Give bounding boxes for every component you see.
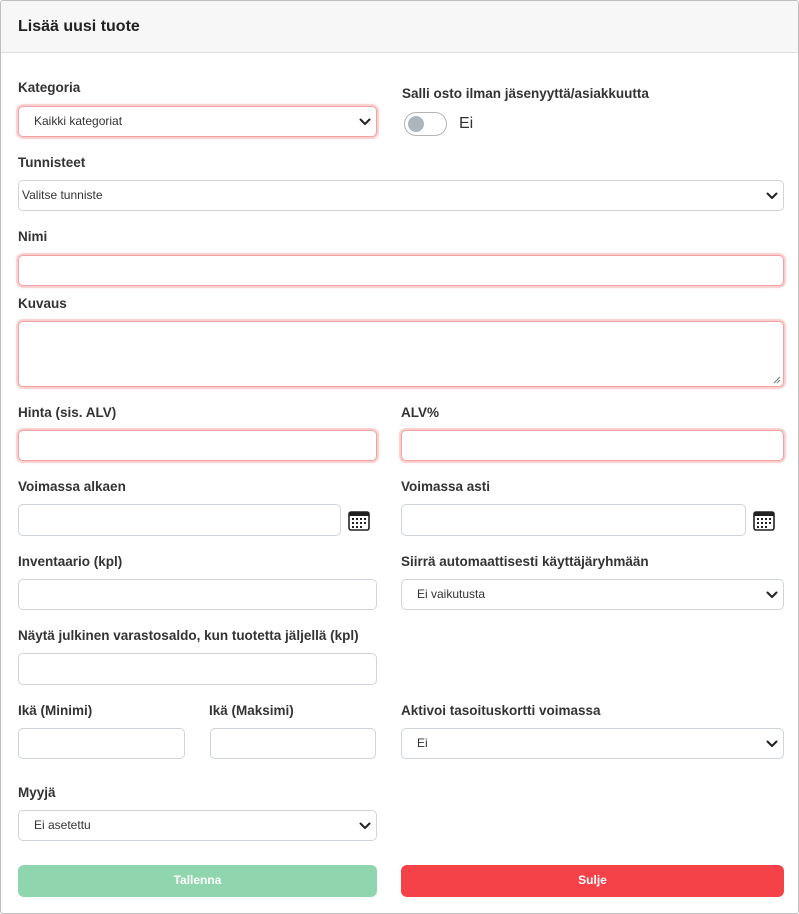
- save-button[interactable]: Tallenna: [18, 865, 377, 897]
- vat-input[interactable]: [401, 430, 784, 461]
- price-label: Hinta (sis. ALV): [18, 405, 117, 420]
- valid-to-label: Voimassa asti: [401, 479, 491, 494]
- description-textarea[interactable]: [18, 321, 784, 387]
- valid-from-label: Voimassa alkaen: [18, 479, 126, 494]
- toggle-knob: [408, 116, 424, 132]
- allow-purchase-toggle[interactable]: [404, 112, 447, 136]
- name-label: Nimi: [18, 229, 48, 244]
- leveling-card-label: Aktivoi tasoituskortti voimassa: [401, 703, 601, 718]
- auto-group-label: Siirrä automaattisesti käyttäjäryhmään: [401, 554, 649, 569]
- calendar-icon[interactable]: [348, 510, 370, 531]
- chevron-down-icon: [766, 591, 778, 599]
- tags-select-value: Valitse tunniste: [22, 188, 103, 202]
- close-button[interactable]: Sulje: [401, 865, 784, 897]
- chevron-down-icon: [766, 740, 778, 748]
- seller-select[interactable]: [18, 810, 377, 841]
- tags-label: Tunnisteet: [18, 155, 86, 170]
- category-label: Kategoria: [18, 80, 81, 95]
- public-stock-input[interactable]: [18, 653, 377, 685]
- category-select[interactable]: [18, 106, 377, 137]
- auto-group-select[interactable]: [401, 579, 784, 610]
- calendar-icon[interactable]: [753, 510, 775, 531]
- public-stock-label: Näytä julkinen varastosaldo, kun tuotetta jäljellä (kpl): [18, 628, 359, 643]
- description-label: Kuvaus: [18, 296, 67, 311]
- chevron-down-icon: [766, 192, 778, 200]
- valid-from-input[interactable]: [18, 504, 341, 536]
- vat-label: ALV%: [401, 405, 440, 420]
- seller-label: Myyjä: [18, 785, 56, 800]
- age-max-input[interactable]: [210, 728, 376, 759]
- inventory-input[interactable]: [18, 579, 377, 610]
- tags-select[interactable]: [18, 180, 784, 211]
- allow-purchase-state: Ei: [459, 115, 474, 132]
- age-min-label: Ikä (Minimi): [18, 703, 93, 718]
- category-select-value: Kaikki kategoriat: [34, 114, 123, 128]
- inventory-label: Inventaario (kpl): [18, 554, 123, 569]
- resize-grip-icon[interactable]: [773, 376, 781, 384]
- modal-title: Lisää uusi tuote: [18, 18, 140, 35]
- name-input[interactable]: [18, 255, 784, 286]
- leveling-card-select-value: Ei: [417, 736, 428, 750]
- chevron-down-icon: [359, 118, 371, 126]
- modal-header: [1, 1, 799, 53]
- allow-purchase-label: Salli osto ilman jäsenyyttä/asiakkuutta: [402, 86, 649, 101]
- age-max-label: Ikä (Maksimi): [209, 703, 294, 718]
- valid-to-input[interactable]: [401, 504, 746, 536]
- price-input[interactable]: [18, 430, 377, 461]
- seller-select-value: Ei asetettu: [34, 818, 91, 832]
- leveling-card-select[interactable]: [401, 728, 784, 759]
- auto-group-select-value: Ei vaikutusta: [417, 587, 486, 601]
- chevron-down-icon: [359, 822, 371, 830]
- age-min-input[interactable]: [18, 728, 185, 759]
